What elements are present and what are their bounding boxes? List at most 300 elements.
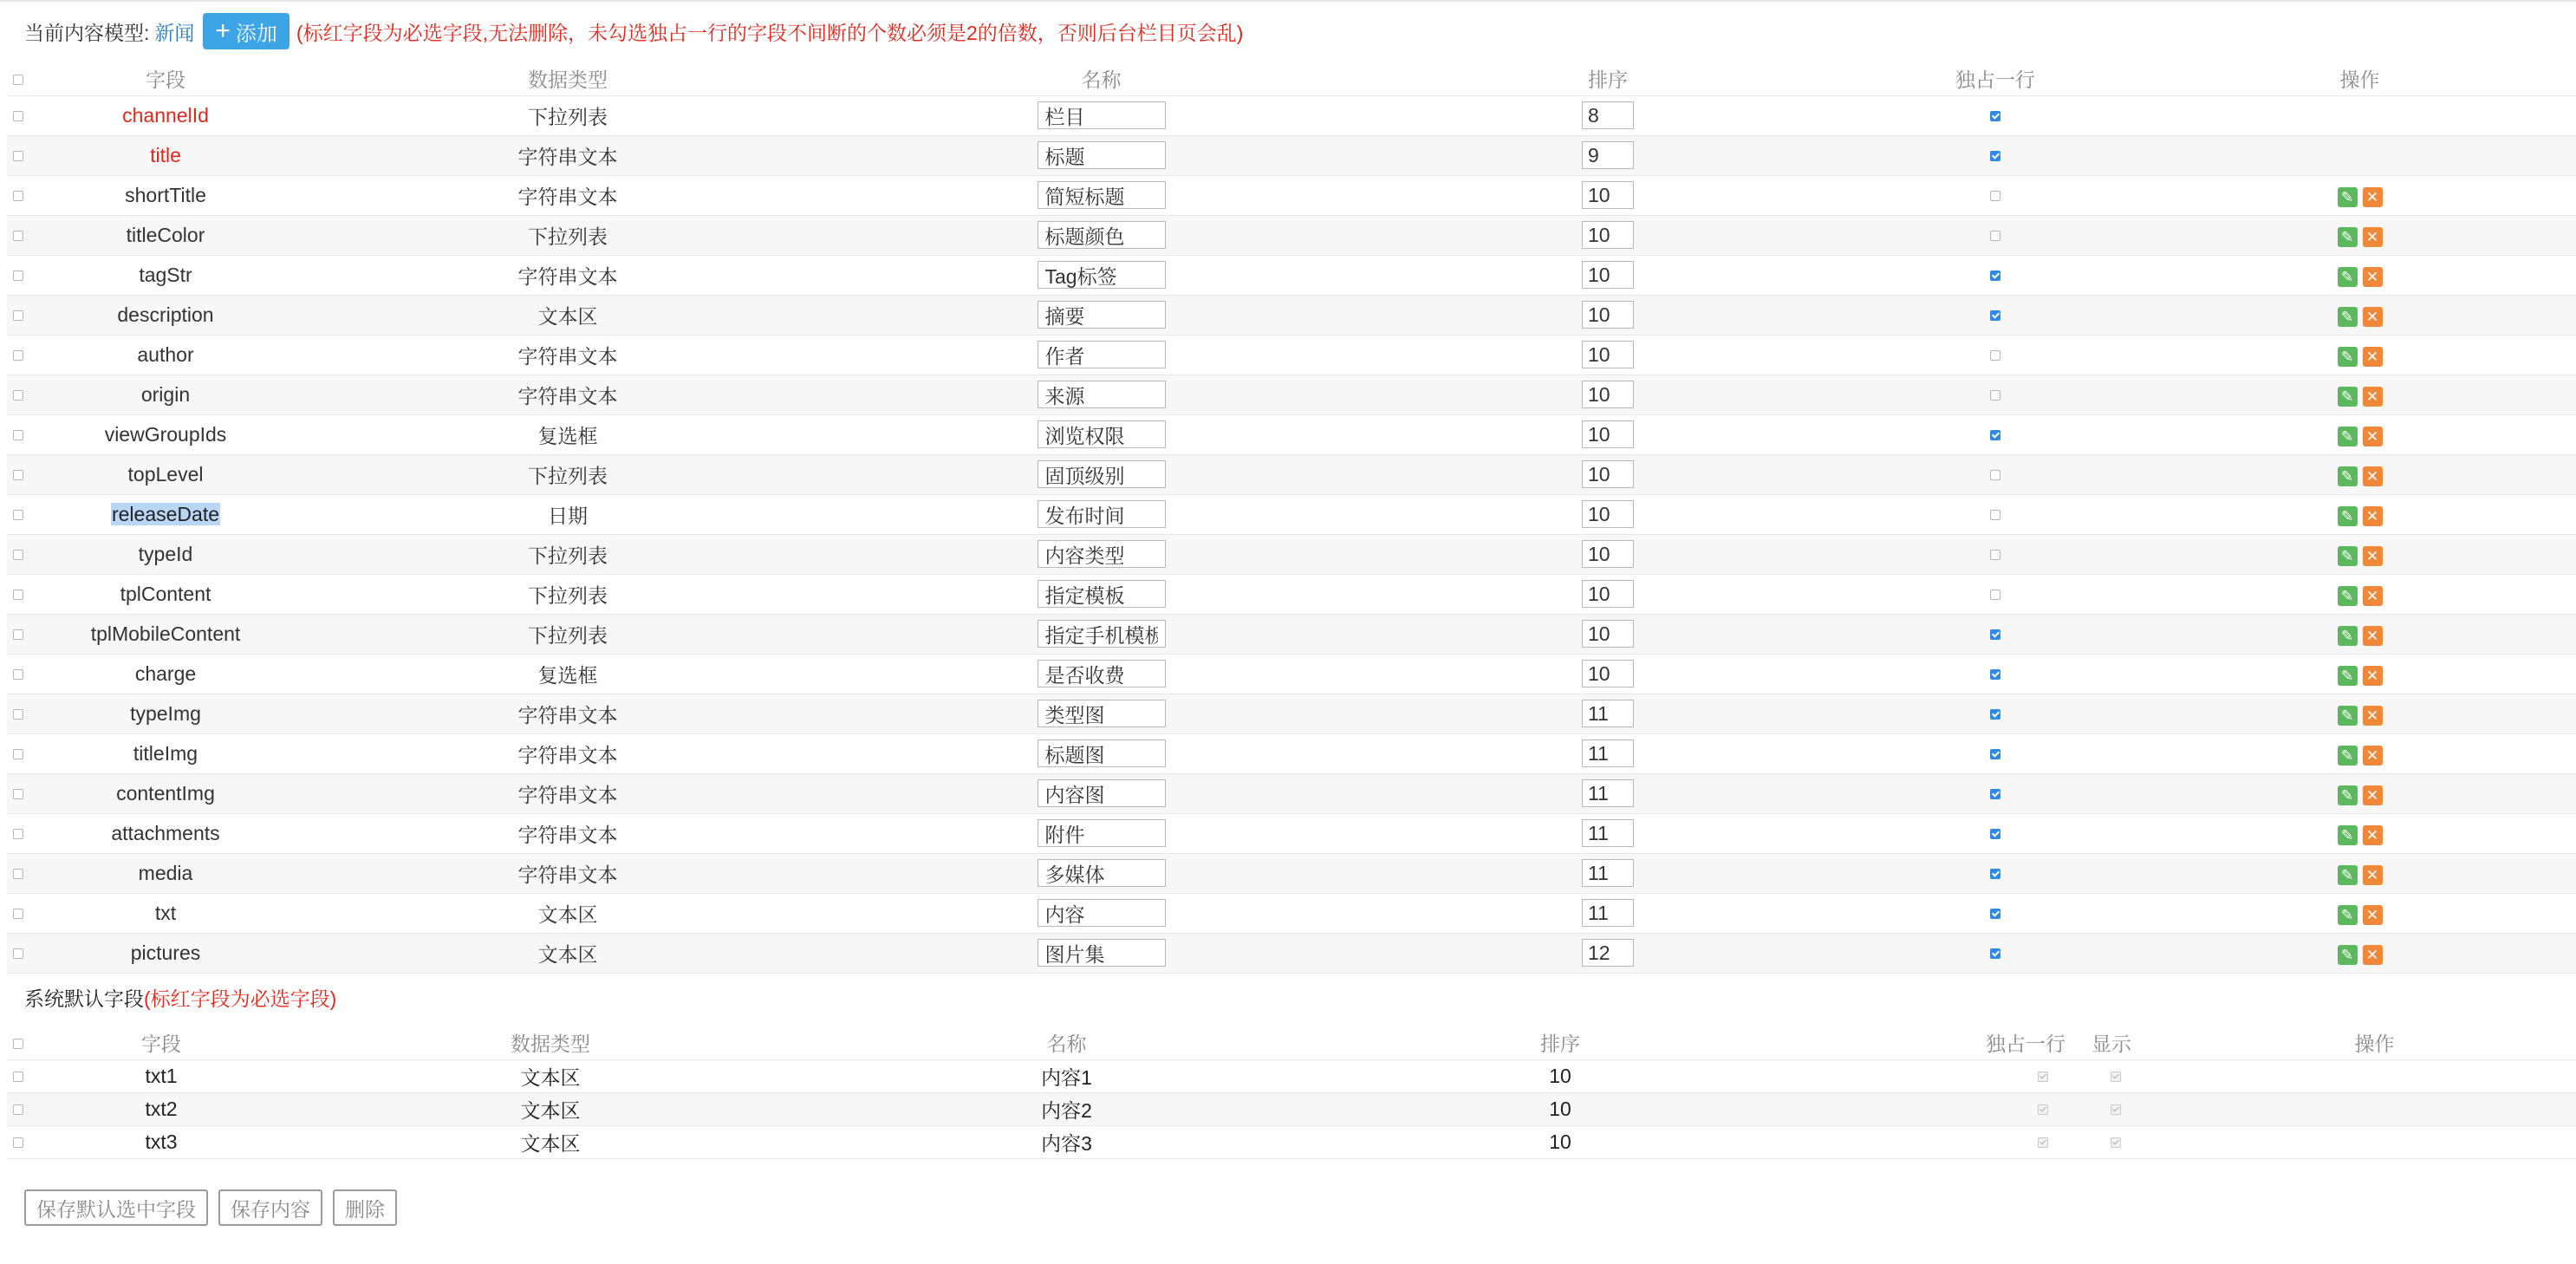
save-content-button[interactable]: 保存内容 xyxy=(218,1189,322,1226)
field-label: typeImg xyxy=(130,701,201,725)
single-row-checkbox[interactable] xyxy=(1990,430,2000,440)
actions-cell xyxy=(2143,414,2576,454)
field-label: viewGroupIds xyxy=(104,422,227,446)
field-cell xyxy=(29,733,302,773)
row-select-checkbox[interactable] xyxy=(13,310,23,321)
row-select-checkbox[interactable] xyxy=(13,151,23,161)
single-row-checkbox[interactable] xyxy=(1990,231,2000,241)
field-cell xyxy=(29,893,302,933)
table-row xyxy=(7,773,2576,813)
single-row-checkbox[interactable] xyxy=(1990,111,2000,121)
field-label: tplMobileContent xyxy=(90,622,241,645)
row-select-cell xyxy=(7,813,29,853)
row-select-cell xyxy=(7,773,29,813)
name-input[interactable] xyxy=(1038,500,1166,528)
row-select-checkbox[interactable] xyxy=(13,669,23,680)
type-cell: 下拉列表 xyxy=(528,464,608,487)
col-name: 名称 xyxy=(1081,68,1122,92)
display-cell xyxy=(2091,1125,2173,1158)
name-cell xyxy=(834,255,1369,295)
single-row-checkbox[interactable] xyxy=(1990,789,2000,799)
field-cell xyxy=(29,175,302,215)
order-input[interactable] xyxy=(1582,899,1634,927)
single-row-cell xyxy=(1847,614,2143,654)
order-input[interactable] xyxy=(1582,141,1634,169)
field-label: typeId xyxy=(138,542,193,565)
order-input[interactable] xyxy=(1582,181,1634,209)
name-input[interactable] xyxy=(1038,740,1166,767)
edit-icon[interactable]: ✎ xyxy=(2338,905,2358,925)
sys-col-actions: 操作 xyxy=(2354,1033,2395,1056)
order-input[interactable] xyxy=(1582,660,1634,687)
single-row-cell xyxy=(1847,694,2143,733)
row-actions xyxy=(2338,466,2383,486)
name-input[interactable] xyxy=(1038,580,1166,608)
table-row xyxy=(7,893,2576,933)
edit-icon[interactable]: ✎ xyxy=(2338,785,2358,805)
single-row-checkbox[interactable] xyxy=(1990,909,2000,919)
single-row-cell xyxy=(1847,375,2143,414)
name-cell xyxy=(834,694,1369,733)
system-select-all-cell xyxy=(7,1026,29,1059)
type-cell: 文本区 xyxy=(537,902,598,926)
field-label: attachments xyxy=(111,821,220,844)
single-row-cell xyxy=(1795,1092,2091,1125)
row-select-cell xyxy=(7,1092,29,1125)
row-select-checkbox[interactable] xyxy=(13,231,23,241)
table-row xyxy=(7,175,2576,215)
name-cell xyxy=(834,494,1369,534)
type-cell: 下拉列表 xyxy=(528,583,608,607)
row-select-checkbox[interactable] xyxy=(13,470,23,480)
row-select-cell xyxy=(7,534,29,574)
actions-cell xyxy=(2143,135,2576,175)
name-cell xyxy=(834,534,1369,574)
row-select-cell xyxy=(7,694,29,733)
single-row-checkbox[interactable] xyxy=(1990,829,2000,839)
delete-icon[interactable]: ✕ xyxy=(2363,905,2383,925)
edit-icon[interactable]: ✎ xyxy=(2338,387,2358,407)
row-select-checkbox[interactable] xyxy=(13,590,23,600)
type-cell: 下拉列表 xyxy=(528,623,608,647)
single-row-checkbox[interactable] xyxy=(1990,948,2000,959)
edit-icon[interactable]: ✎ xyxy=(2338,626,2358,646)
row-actions xyxy=(2338,227,2383,247)
order-input[interactable] xyxy=(1582,101,1634,129)
type-cell: 下拉列表 xyxy=(528,225,608,248)
display-cell xyxy=(2091,1092,2173,1125)
single-row-checkbox[interactable] xyxy=(1990,669,2000,680)
row-select-checkbox[interactable] xyxy=(13,191,23,201)
single-row-checkbox[interactable] xyxy=(1990,390,2000,401)
order-cell xyxy=(1369,694,1847,733)
delete-icon[interactable]: ✕ xyxy=(2363,427,2383,446)
select-all-checkbox[interactable] xyxy=(13,75,23,85)
order-cell xyxy=(1369,175,1847,215)
actions-cell xyxy=(2143,454,2576,494)
row-actions xyxy=(2338,626,2383,646)
type-cell: 文本区 xyxy=(520,1098,581,1122)
name-cell xyxy=(834,574,1369,614)
single-row-cell xyxy=(1847,215,2143,255)
system-select-all-checkbox[interactable] xyxy=(13,1039,23,1049)
delete-icon[interactable]: ✕ xyxy=(2363,307,2383,327)
type-cell: 字符串文本 xyxy=(517,863,618,886)
field-cell xyxy=(29,494,302,534)
field-cell xyxy=(29,614,302,654)
type-cell: 文本区 xyxy=(537,304,598,328)
table-row xyxy=(7,255,2576,295)
field-cell xyxy=(29,773,302,813)
name-input[interactable] xyxy=(1038,540,1166,568)
name-input[interactable] xyxy=(1038,859,1166,887)
name-cell xyxy=(834,375,1369,414)
field-cell xyxy=(29,654,302,694)
name-cell xyxy=(834,853,1369,893)
model-fields-table xyxy=(7,62,2576,974)
type-cell: 字符串文本 xyxy=(517,743,618,766)
actions-cell xyxy=(2143,773,2576,813)
name-input[interactable] xyxy=(1038,301,1166,329)
single-row-cell xyxy=(1847,95,2143,135)
delete-icon[interactable]: ✕ xyxy=(2363,267,2383,287)
edit-icon[interactable]: ✎ xyxy=(2338,666,2358,686)
row-select-cell xyxy=(7,1059,29,1092)
single-row-checkbox[interactable] xyxy=(1990,310,2000,321)
order-input[interactable] xyxy=(1582,500,1634,528)
edit-icon[interactable]: ✎ xyxy=(2338,706,2358,726)
name-input[interactable] xyxy=(1038,899,1166,927)
model-name-link[interactable]: 新闻 xyxy=(154,21,195,44)
name-cell xyxy=(834,893,1369,933)
field-label: title xyxy=(150,143,181,166)
single-row-cell xyxy=(1847,893,2143,933)
field-label: titleImg xyxy=(133,741,198,765)
row-select-cell xyxy=(7,853,29,893)
model-label: 当前内容模型: xyxy=(24,21,150,44)
row-select-cell xyxy=(7,1125,29,1158)
actions-cell xyxy=(2143,694,2576,733)
actions-cell xyxy=(2143,574,2576,614)
row-select-cell xyxy=(7,654,29,694)
row-select-checkbox[interactable] xyxy=(13,350,23,361)
name-input[interactable] xyxy=(1038,700,1166,727)
table-row xyxy=(7,733,2576,773)
row-select-checkbox[interactable] xyxy=(13,948,23,959)
field-cell: txt3 xyxy=(145,1130,178,1153)
row-select-cell xyxy=(7,295,29,335)
sys-col-single-row: 独占一行 xyxy=(1986,1033,2065,1056)
actions-cell xyxy=(2143,933,2576,973)
row-select-cell xyxy=(7,733,29,773)
edit-icon[interactable]: ✎ xyxy=(2338,227,2358,247)
name-cell xyxy=(834,335,1369,375)
order-cell xyxy=(1369,494,1847,534)
field-cell: txt1 xyxy=(145,1064,178,1087)
field-cell xyxy=(29,534,302,574)
order-cell xyxy=(1369,893,1847,933)
order-cell: 10 xyxy=(1549,1130,1571,1153)
row-select-cell xyxy=(7,175,29,215)
edit-icon[interactable]: ✎ xyxy=(2338,865,2358,885)
name-input[interactable] xyxy=(1038,939,1166,967)
single-row-checkbox[interactable] xyxy=(1990,191,2000,201)
row-actions xyxy=(2338,945,2383,965)
name-input[interactable] xyxy=(1038,101,1166,129)
name-input[interactable] xyxy=(1038,381,1166,408)
single-row-checkbox[interactable] xyxy=(1990,709,2000,720)
select-all-cell xyxy=(7,62,29,95)
field-cell xyxy=(29,414,302,454)
table-row xyxy=(7,534,2576,574)
col-field: 字段 xyxy=(146,68,185,92)
content-model-header xyxy=(24,12,1243,50)
add-button-label: 添加 xyxy=(235,22,277,46)
type-cell: 字符串文本 xyxy=(517,185,618,208)
row-select-checkbox[interactable] xyxy=(13,430,23,440)
order-input[interactable] xyxy=(1582,620,1634,648)
edit-icon[interactable]: ✎ xyxy=(2338,945,2358,965)
type-cell: 下拉列表 xyxy=(528,105,608,128)
system-table-row xyxy=(7,1092,2576,1125)
single-row-checkbox xyxy=(2038,1072,2048,1082)
type-cell: 字符串文本 xyxy=(517,384,618,407)
single-row-checkbox[interactable] xyxy=(1990,550,2000,560)
field-cell xyxy=(29,215,302,255)
row-select-checkbox[interactable] xyxy=(13,1137,23,1148)
order-input[interactable] xyxy=(1582,859,1634,887)
edit-icon[interactable]: ✎ xyxy=(2338,187,2358,207)
name-cell: 内容2 xyxy=(1041,1098,1092,1122)
delete-icon[interactable]: ✕ xyxy=(2363,706,2383,726)
name-input[interactable] xyxy=(1038,620,1166,648)
order-cell xyxy=(1369,454,1847,494)
field-label: shortTitle xyxy=(125,183,206,206)
order-input[interactable] xyxy=(1582,779,1634,807)
order-cell xyxy=(1369,215,1847,255)
row-select-checkbox[interactable] xyxy=(13,390,23,401)
edit-icon[interactable]: ✎ xyxy=(2338,427,2358,446)
save-default-fields-button[interactable]: 保存默认选中字段 xyxy=(24,1189,208,1226)
row-select-checkbox[interactable] xyxy=(13,270,23,281)
name-input[interactable] xyxy=(1038,779,1166,807)
delete-icon[interactable]: ✕ xyxy=(2363,347,2383,367)
field-label: media xyxy=(138,861,193,884)
row-select-checkbox[interactable] xyxy=(13,629,23,640)
order-input[interactable] xyxy=(1582,341,1634,368)
single-row-checkbox[interactable] xyxy=(1990,350,2000,361)
row-select-checkbox[interactable] xyxy=(13,869,23,879)
row-select-checkbox[interactable] xyxy=(13,550,23,560)
delete-icon[interactable]: ✕ xyxy=(2363,506,2383,526)
actions-cell xyxy=(2173,1092,2576,1125)
name-cell xyxy=(834,933,1369,973)
name-cell xyxy=(834,614,1369,654)
delete-icon[interactable]: ✕ xyxy=(2363,945,2383,965)
name-cell xyxy=(834,733,1369,773)
actions-cell xyxy=(2173,1125,2576,1158)
edit-icon[interactable]: ✎ xyxy=(2338,546,2358,566)
display-checkbox xyxy=(2111,1137,2121,1148)
edit-icon[interactable]: ✎ xyxy=(2338,347,2358,367)
type-cell: 复选框 xyxy=(537,663,598,687)
field-cell xyxy=(29,335,302,375)
field-label: contentImg xyxy=(116,781,215,805)
name-input[interactable] xyxy=(1038,181,1166,209)
delete-icon[interactable]: ✕ xyxy=(2363,626,2383,646)
edit-icon[interactable]: ✎ xyxy=(2338,267,2358,287)
delete-icon[interactable]: ✕ xyxy=(2363,466,2383,486)
row-actions xyxy=(2338,307,2383,327)
single-row-checkbox[interactable] xyxy=(1990,470,2000,480)
single-row-cell xyxy=(1847,175,2143,215)
row-actions xyxy=(2338,267,2383,287)
single-row-checkbox[interactable] xyxy=(1990,869,2000,879)
edit-icon[interactable]: ✎ xyxy=(2338,586,2358,606)
row-select-cell xyxy=(7,335,29,375)
row-select-checkbox[interactable] xyxy=(13,510,23,520)
single-row-checkbox[interactable] xyxy=(1990,749,2000,759)
order-input[interactable] xyxy=(1582,261,1634,289)
type-cell: 文本区 xyxy=(537,942,598,966)
table-row xyxy=(7,135,2576,175)
row-select-cell xyxy=(7,494,29,534)
order-input[interactable] xyxy=(1582,301,1634,329)
name-input[interactable] xyxy=(1038,819,1166,847)
delete-icon[interactable]: ✕ xyxy=(2363,865,2383,885)
display-cell xyxy=(2091,1059,2173,1092)
sys-col-order: 排序 xyxy=(1540,1033,1580,1056)
order-input[interactable] xyxy=(1582,700,1634,727)
single-row-cell xyxy=(1847,135,2143,175)
order-input[interactable] xyxy=(1582,460,1634,488)
edit-icon[interactable]: ✎ xyxy=(2338,307,2358,327)
name-cell: 内容1 xyxy=(1041,1065,1092,1089)
type-cell: 下拉列表 xyxy=(528,544,608,567)
single-row-checkbox[interactable] xyxy=(1990,151,2000,161)
row-actions xyxy=(2338,347,2383,367)
actions-cell xyxy=(2143,255,2576,295)
field-label: txt xyxy=(154,901,177,924)
table-row xyxy=(7,454,2576,494)
order-input[interactable] xyxy=(1582,420,1634,448)
field-label: tplContent xyxy=(120,582,211,605)
order-input[interactable] xyxy=(1582,381,1634,408)
order-input[interactable] xyxy=(1582,580,1634,608)
table-row xyxy=(7,295,2576,335)
add-field-button[interactable] xyxy=(203,13,289,49)
delete-icon[interactable]: ✕ xyxy=(2363,227,2383,247)
edit-icon[interactable]: ✎ xyxy=(2338,506,2358,526)
table-row xyxy=(7,95,2576,135)
order-cell xyxy=(1369,375,1847,414)
table-row xyxy=(7,574,2576,614)
order-input[interactable] xyxy=(1582,819,1634,847)
row-select-checkbox[interactable] xyxy=(13,111,23,121)
row-select-checkbox[interactable] xyxy=(13,749,23,759)
single-row-cell xyxy=(1847,494,2143,534)
name-cell xyxy=(834,215,1369,255)
type-cell: 文本区 xyxy=(520,1065,581,1089)
name-input[interactable] xyxy=(1038,420,1166,448)
actions-cell xyxy=(2143,733,2576,773)
row-select-checkbox[interactable] xyxy=(13,909,23,919)
single-row-checkbox[interactable] xyxy=(1990,510,2000,520)
single-row-cell xyxy=(1847,933,2143,973)
single-row-checkbox[interactable] xyxy=(1990,629,2000,640)
field-label: description xyxy=(117,303,214,326)
delete-icon[interactable]: ✕ xyxy=(2363,785,2383,805)
single-row-cell xyxy=(1847,295,2143,335)
row-actions xyxy=(2338,706,2383,726)
sys-col-name: 名称 xyxy=(1046,1033,1087,1056)
actions-cell xyxy=(2143,654,2576,694)
order-cell xyxy=(1369,773,1847,813)
single-row-cell xyxy=(1795,1059,2091,1092)
name-input[interactable] xyxy=(1038,261,1166,289)
single-row-cell xyxy=(1847,414,2143,454)
type-cell: 字符串文本 xyxy=(517,344,618,368)
edit-icon[interactable]: ✎ xyxy=(2338,746,2358,766)
row-select-checkbox[interactable] xyxy=(13,1104,23,1115)
edit-icon[interactable]: ✎ xyxy=(2338,825,2358,845)
order-input[interactable] xyxy=(1582,740,1634,767)
system-table-row xyxy=(7,1059,2576,1092)
order-cell xyxy=(1369,534,1847,574)
order-input[interactable] xyxy=(1582,540,1634,568)
system-section-title xyxy=(24,983,336,1012)
type-cell: 字符串文本 xyxy=(517,703,618,726)
row-select-checkbox[interactable] xyxy=(13,1072,23,1082)
row-select-checkbox[interactable] xyxy=(13,709,23,720)
row-select-checkbox[interactable] xyxy=(13,789,23,799)
row-select-cell xyxy=(7,414,29,454)
delete-icon[interactable]: ✕ xyxy=(2363,746,2383,766)
delete-icon[interactable]: ✕ xyxy=(2363,546,2383,566)
system-fields-table xyxy=(7,1026,2576,1159)
order-input[interactable] xyxy=(1582,939,1634,967)
row-select-checkbox[interactable] xyxy=(13,829,23,839)
row-actions xyxy=(2338,666,2383,686)
single-row-checkbox[interactable] xyxy=(1990,270,2000,281)
actions-cell xyxy=(2143,813,2576,853)
field-cell xyxy=(29,95,302,135)
table-row xyxy=(7,414,2576,454)
actions-cell xyxy=(2143,335,2576,375)
name-input[interactable] xyxy=(1038,141,1166,169)
row-actions xyxy=(2338,746,2383,766)
order-input[interactable] xyxy=(1582,221,1634,249)
order-cell: 10 xyxy=(1549,1064,1571,1087)
delete-icon[interactable]: ✕ xyxy=(2363,187,2383,207)
name-input[interactable] xyxy=(1038,660,1166,687)
order-cell xyxy=(1369,95,1847,135)
name-input[interactable] xyxy=(1038,460,1166,488)
table-row xyxy=(7,335,2576,375)
edit-icon[interactable]: ✎ xyxy=(2338,466,2358,486)
name-input[interactable] xyxy=(1038,341,1166,368)
single-row-checkbox xyxy=(2038,1104,2048,1115)
delete-icon[interactable]: ✕ xyxy=(2363,666,2383,686)
type-cell: 字符串文本 xyxy=(517,145,618,168)
delete-icon[interactable]: ✕ xyxy=(2363,825,2383,845)
actions-cell xyxy=(2143,95,2576,135)
single-row-checkbox[interactable] xyxy=(1990,590,2000,600)
name-input[interactable] xyxy=(1038,221,1166,249)
delete-icon[interactable]: ✕ xyxy=(2363,387,2383,407)
delete-icon[interactable]: ✕ xyxy=(2363,586,2383,606)
delete-button[interactable]: 删除 xyxy=(333,1189,397,1226)
